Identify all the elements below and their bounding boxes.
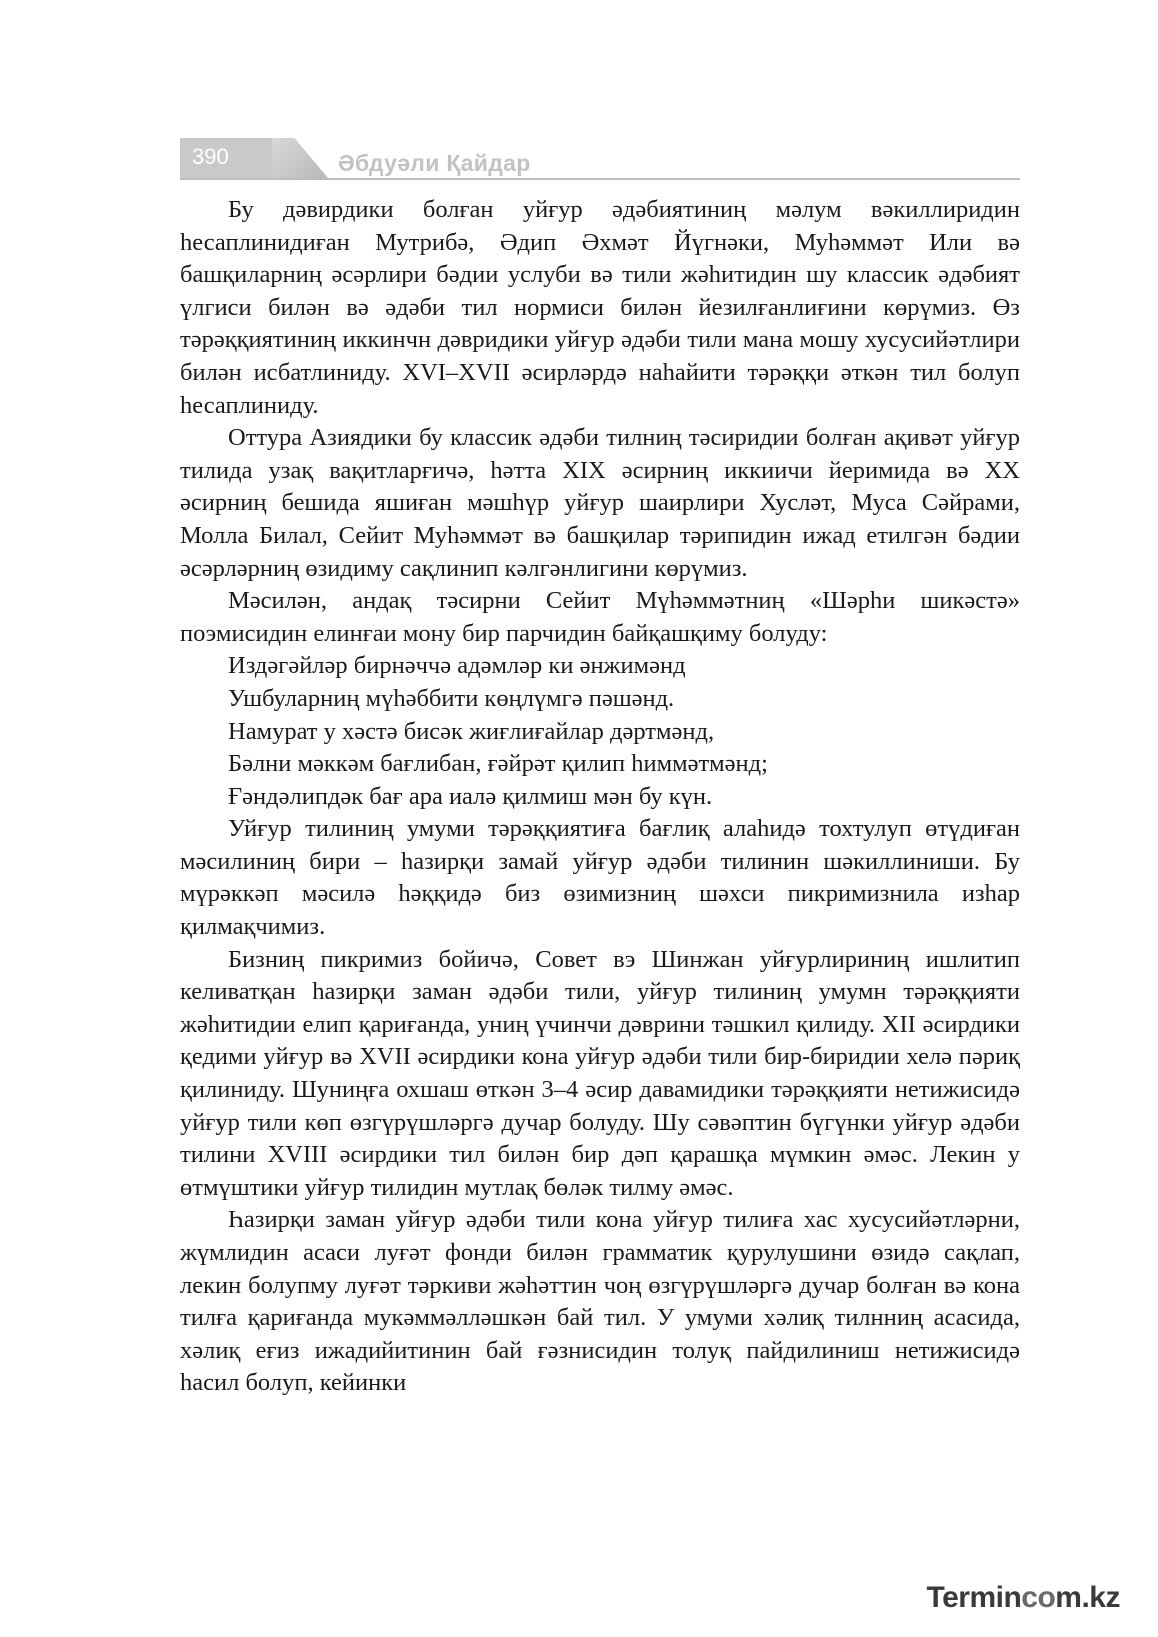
page-number: 390	[192, 144, 229, 169]
paragraph: Уйғур тилиниң умуми тәрәққиятиға бағлиқ алаһидә тохтулуп өтүдиған мәсилиниң бири – һазирқи замай уйғур әдәби тилинин шәкиллиниши. Бу мүрәккәп мәсилә һәққидә биз өзимизниң шәхси пикримизнила изһар қилмақчимиз.	[180, 815, 1020, 941]
header-wedge-decoration	[272, 138, 328, 178]
watermark-logo	[926, 1581, 1120, 1615]
verse-line: Издәгәйләр бирнәччә адәмләр ки әнжимәнд	[228, 652, 686, 680]
watermark-prefix: Termin	[926, 1581, 1022, 1614]
paragraph: Һазирқи заман уйғур әдәби тили кона уйғур тилиға хас хусусийәтләрни, жүмлидин асаси луғәт фонди билән грамматик қурулушини өзидә сақлап, лекин болупму луғәт тәркиви жәһәттин чоң өзгүрүшләргә дучар болған вә кона тилға қариғанда мукәммәлләшкән бай тил. У умуми хәлиқ тилнниң асасида, хәлиқ еғиз ижадийитинин бай ғәзнисидин толуқ пайдилиниш нетижисидә һасил болуп, кейинки	[180, 1206, 1020, 1397]
header-rule	[180, 178, 1020, 180]
watermark-middle: o	[1037, 1581, 1056, 1614]
verse-line: Ғәндәлипдәк бағ ара иалә қилмиш мән бу күн.	[228, 782, 713, 810]
page-number-box	[180, 138, 272, 178]
watermark-accent: c	[1021, 1581, 1038, 1614]
paragraph: Бу дәвирдики болған уйғур әдәбиятиниң мәлум вәкиллиридин һесаплинидиған Мутрибә, Әдип Әхмәт Йүгнәки, Муһәммәт Или вә башқиларниң әсәрлири бәдии услуби вә тили жәһитидин шу классик әдәбият үлгиси билән вә әдәби тил нормиси билән йезилғанлиғини көрүмиз. Өз тәрәққиятиниң иккинчн дәвридики уйғур әдәби тили мана мошу хусусийәтлири билән исбатлиниду. XVI–XVII әсирләрдә наһайити тәрәққи әткән тил болуп һесаплиниду.	[180, 196, 1020, 419]
verse-line: Бәлни мәккәм бағлибан, ғәйрәт қилип һиммәтмәнд;	[228, 750, 768, 778]
paragraph: Оттура Азиядики бу классик әдәби тилниң тәсиридии болған ақивәт уйғур тилида узақ вақитларғичә, һәтта XIX әсирниң иккиичи йеримида вә XX әсирниң бешида яшиған мәшһүр уйғур шаирлири Хусләт, Муса Сәйрами, Молла Билал, Сейит Муһәммәт вә башқилар тәрипидин ижад етилгән бәдии әсәрләрниң өзидиму сақлинип кәлгәнлигини көрүмиз.	[180, 424, 1020, 582]
paragraph: Мәсилән, андақ тәсирни Сейит Мүһәммәтниң «Шәрһи шикәстә» поэмисидин елинғаи мону бир парчидин байқашқиму болуду:	[180, 587, 1020, 647]
verse-line: Намурат у хәстә бисәк жиғлиғайлар дәртмәнд,	[228, 717, 715, 745]
running-header	[180, 138, 1020, 186]
main-text	[180, 194, 1020, 1400]
verse-line: Ушбуларниң мүһәббити көңлүмгә пәшәнд.	[228, 684, 675, 712]
watermark-suffix: m.kz	[1055, 1581, 1120, 1614]
paragraph: Бизниң пикримиз бойичә, Совет вэ Шинжан уйғурлириниң ишлитип келиватқан һазирқи заман әдәби тили, уйғур тилиниң умумн тәрәққияти жәһитидии елип қариғанда, униң үчинчи дәврини тәшкил қилиду. XII әсирдики қедими уйғур вә XVII әсирдики кона уйғур әдәби тили бир-биридии хелә пәриқ қилиниду. Шуниңға охшаш өткән 3–4 әсир давамидики тәрәққияти нетижисидә уйғур тили көп өзгүрүшләргә дучар болуду. Шу сәвәптин бүгүнки уйғур әдәби тилини XVIII әсирдики тил билән бир дәп қарашқа мүмкин әмәс. Лекин у өтмүштики уйғур тилидин мутлақ бөләк тилму әмәс.	[180, 945, 1020, 1201]
running-header-author: Әбдуәли Қайдар	[338, 150, 531, 176]
